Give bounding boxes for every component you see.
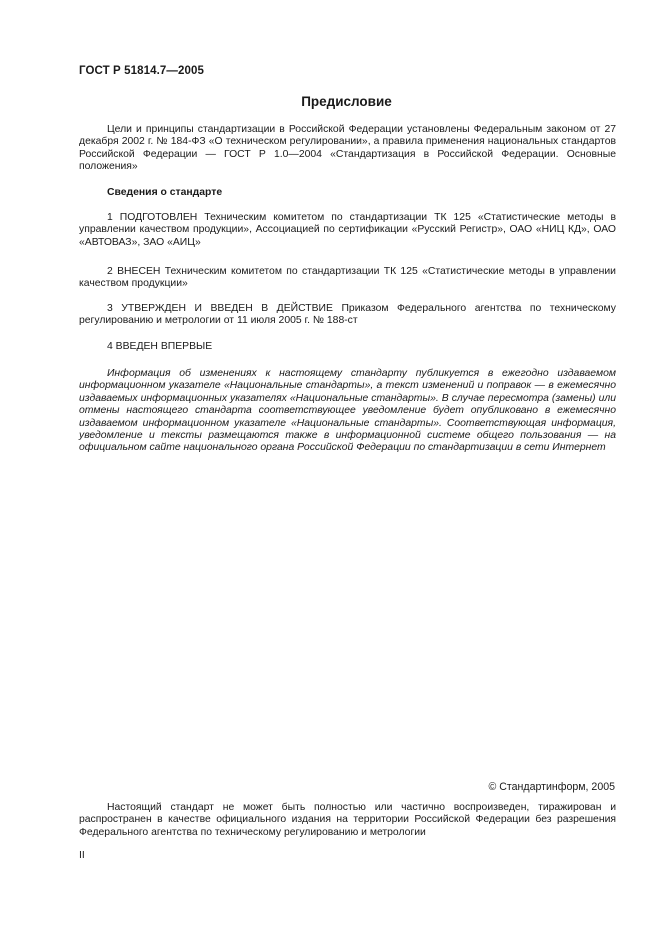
item-3-approved: 3 УТВЕРЖДЕН И ВВЕДЕН В ДЕЙСТВИЕ Приказом Федерального агентства по техническому регулированию и метрологии от 11 июля 2005 г. № 188-ст [79, 303, 616, 327]
document-code: ГОСТ Р 51814.7—2005 [79, 65, 204, 77]
intro-paragraph: Цели и принципы стандартизации в Российской Федерации установлены Федеральным законом от 27 декабря 2002 г. № 184-ФЗ «О техническом регулировании», а правила применения национальных стандартов Российской Федерации — ГОСТ Р 1.0—2004 «Стандартизация в Российской Федерации. Основные положения» [79, 124, 616, 173]
item-1-prepared: 1 ПОДГОТОВЛЕН Техническим комитетом по стандартизации ТК 125 «Статистические методы в управлении качеством продукции», Ассоциацией по сертификации «Русский Регистр», ОАО «НИЦ КД», ОАО «АВТОВАЗ», ЗАО «АИЦ» [79, 212, 616, 248]
info-notice-paragraph: Информация об изменениях к настоящему стандарту публикуется в ежегодно издаваемом информационном указателе «Национальные стандарты», а текст изменений и поправок — в ежемесячно издаваемых информационных указателях «Национальные стандарты». В случае пересмотра (замены) или отмены настоящего стандарта соответствующее уведомление будет опубликовано в ежемесячно издаваемом информационном указателе «Национальные стандарты». Соответствующая информация, уведомление и тексты размещаются также в информационной системе общего пользования — на официальном сайте национального органа Российской Федерации по стандартизации в сети Интернет [79, 368, 616, 454]
copyright-notice: © Стандартинформ, 2005 [488, 781, 615, 793]
page-number: II [79, 850, 85, 861]
item-2-submitted: 2 ВНЕСЕН Техническим комитетом по стандартизации ТК 125 «Статистические методы в управлении качеством продукции» [79, 266, 616, 290]
page-title: Предисловие [301, 94, 392, 109]
reproduction-notice: Настоящий стандарт не может быть полностью или частично воспроизведен, тиражирован и распространен в качестве официального издания на территории Российской Федерации без разрешения Федерального агентства по техническому регулированию и метрологии [79, 802, 616, 838]
item-4-introduced: 4 ВВЕДЕН ВПЕРВЫЕ [107, 341, 213, 352]
section-subheading: Сведения о стандарте [107, 187, 223, 198]
